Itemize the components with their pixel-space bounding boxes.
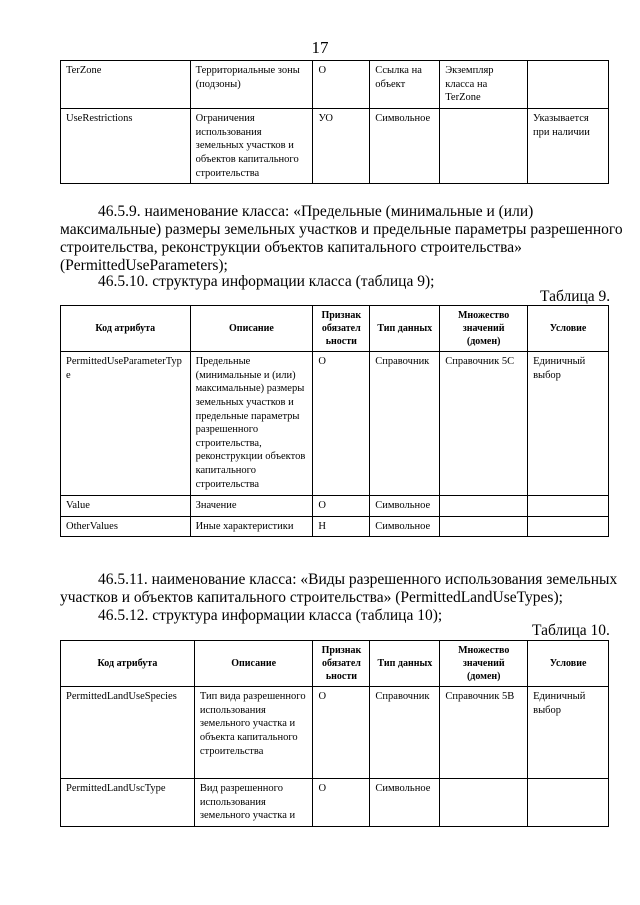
- cell: О: [313, 352, 370, 496]
- cell: Тип вида разрешенного использования земельного участка и объекта капитального строительства: [194, 687, 313, 779]
- paragraph-46-5-11: [60, 571, 618, 607]
- cell: Предельные (минимальные и (или) максимальные) размеры земельных участков и предельные параметры разрешенного строительства, реконструкции объектов капитального строительства: [190, 352, 313, 496]
- table-10: [60, 640, 609, 827]
- table-row: [61, 779, 609, 827]
- word: строительства»: [420, 239, 522, 256]
- word: объектов: [264, 239, 324, 256]
- table-9: [60, 305, 609, 537]
- table-9-caption: Таблица 9.: [540, 288, 611, 305]
- cell: PermittedLandUseSpecies: [61, 687, 195, 779]
- word: и: [486, 203, 495, 220]
- column-header: Признак обязател ьности: [313, 641, 370, 687]
- column-header: Условие: [528, 641, 609, 687]
- word: «Предельные: [293, 203, 382, 220]
- cell: [528, 516, 609, 537]
- table-10-caption: Таблица 10.: [532, 622, 610, 639]
- word: (или): [498, 203, 534, 220]
- cell: Иные характеристики: [190, 516, 313, 537]
- word: наименование: [144, 203, 239, 220]
- word: реконструкции: [161, 239, 261, 256]
- cell: Экземпляр класса на TerZone: [440, 61, 528, 109]
- top-table: [60, 60, 609, 184]
- cell: Символьное: [370, 779, 440, 827]
- cell: Вид разрешенного использования земельного участка и: [194, 779, 313, 827]
- table-row: [61, 687, 609, 779]
- cell: Территориальные зоны (подзоны): [190, 61, 313, 109]
- column-header: Тип данных: [370, 641, 440, 687]
- column-header: Код атрибута: [61, 306, 191, 352]
- column-header: Условие: [528, 306, 609, 352]
- word: 46.5.9.: [98, 203, 141, 220]
- column-header: Признак обязател ьности: [313, 306, 370, 352]
- cell: Указывается при наличии: [528, 109, 609, 184]
- cell: [528, 61, 609, 109]
- cell: [440, 496, 528, 517]
- paragraph-line: участков и объектов капитального строительства» (PermittedLandUseTypes);: [60, 589, 563, 606]
- cell: О: [313, 687, 370, 779]
- column-header: Описание: [194, 641, 313, 687]
- cell: [528, 779, 609, 827]
- cell: UseRestrictions: [61, 109, 191, 184]
- paragraph-line: максимальные) размеры земельных участков и предельные параметры разрешенного: [60, 221, 623, 238]
- cell: Символьное: [370, 516, 440, 537]
- paragraph-46-5-10: 46.5.10. структура информации класса (таблица 9);: [98, 273, 435, 290]
- cell: [440, 516, 528, 537]
- cell: Справочник: [370, 352, 440, 496]
- cell: [528, 496, 609, 517]
- table-row: [61, 496, 609, 517]
- word: строительства,: [60, 239, 158, 256]
- cell: Символьное: [370, 496, 440, 517]
- paragraph-46-5-9: [60, 203, 623, 275]
- word: (минимальные: [385, 203, 483, 220]
- cell: Ссылка на объект: [370, 61, 440, 109]
- cell: Справочник 5В: [440, 687, 528, 779]
- column-header: Тип данных: [370, 306, 440, 352]
- table-row: [61, 61, 609, 109]
- cell: [440, 109, 528, 184]
- cell: Value: [61, 496, 191, 517]
- cell: Единичный выбор: [528, 687, 609, 779]
- word: класса:: [242, 203, 290, 220]
- table-row: [61, 109, 609, 184]
- table-row: [61, 516, 609, 537]
- word: капитального: [327, 239, 417, 256]
- cell: УО: [313, 109, 370, 184]
- paragraph-line: (PermittedUseParameters);: [60, 257, 228, 274]
- cell: Значение: [190, 496, 313, 517]
- page-number: 17: [311, 38, 329, 57]
- paragraph-46-5-12: 46.5.12. структура информации класса (таблица 10);: [98, 607, 443, 624]
- cell: PermittedUseParameterType: [61, 352, 191, 496]
- column-header: Множество значений (домен): [440, 641, 528, 687]
- cell: Символьное: [370, 109, 440, 184]
- cell: О: [313, 496, 370, 517]
- cell: О: [313, 61, 370, 109]
- table-header-row: [61, 306, 609, 352]
- table-header-row: [61, 641, 609, 687]
- cell: Н: [313, 516, 370, 537]
- cell: Справочник: [370, 687, 440, 779]
- cell: О: [313, 779, 370, 827]
- cell: PermittedLandUscType: [61, 779, 195, 827]
- cell: TerZone: [61, 61, 191, 109]
- cell: Единичный выбор: [528, 352, 609, 496]
- paragraph-line: 46.5.11. наименование класса: «Виды разрешенного использования земельных: [98, 571, 618, 588]
- cell: [440, 779, 528, 827]
- column-header: Описание: [190, 306, 313, 352]
- column-header: Код атрибута: [61, 641, 195, 687]
- column-header: Множество значений (домен): [440, 306, 528, 352]
- cell: Ограничения использования земельных участков и объектов капитального строительства: [190, 109, 313, 184]
- table-row: [61, 352, 609, 496]
- cell: OtherValues: [61, 516, 191, 537]
- cell: Справочник 5С: [440, 352, 528, 496]
